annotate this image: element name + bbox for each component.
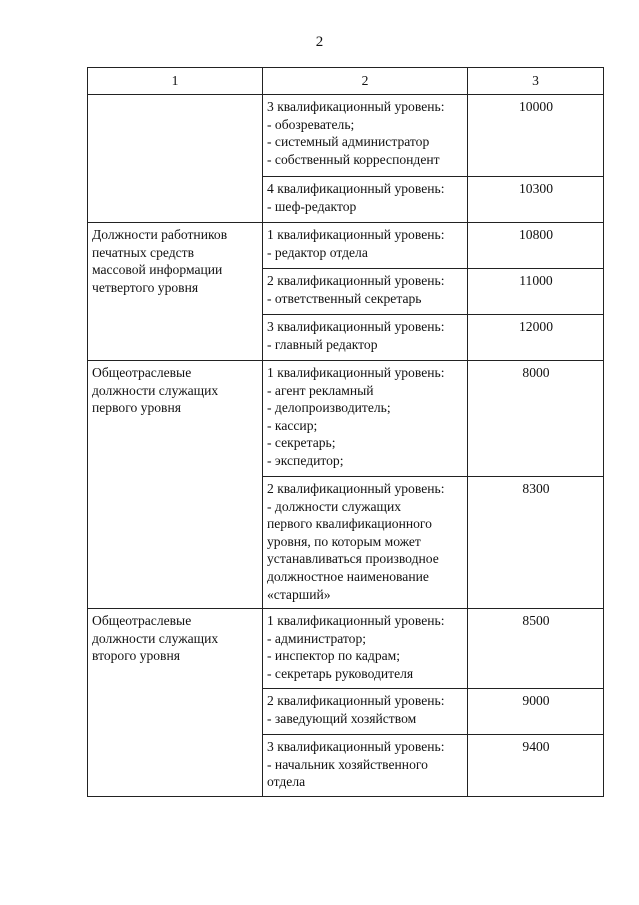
- group-name-line: второго уровня: [92, 648, 181, 664]
- qualification-line: - заведующий хозяйством: [267, 710, 417, 726]
- qualification-line: 1 квалификационный уровень:: [267, 365, 445, 380]
- qualification-line: устанавливаться производное: [267, 551, 439, 567]
- qualification-line: 2 квалификационный уровень:: [267, 693, 445, 708]
- salary-value: 10000: [468, 95, 604, 177]
- qualification-line: 2 квалификационный уровень:: [267, 273, 445, 288]
- qualification-line: 3 квалификационный уровень:: [267, 739, 445, 754]
- column-header-3: 3: [468, 68, 604, 95]
- group-name-line: массовой информации: [92, 262, 223, 278]
- salary-value: 11000: [468, 269, 604, 315]
- qualification-cell: [263, 95, 468, 177]
- qualification-line: «старший»: [267, 586, 331, 602]
- salary-value: 9000: [468, 689, 604, 735]
- salary-value: 8300: [468, 477, 604, 609]
- group-name-line: печатных средств: [92, 244, 195, 260]
- qualification-line: - начальник хозяйственного: [267, 756, 428, 772]
- qualification-line: - системный администратор: [267, 134, 430, 150]
- page-number: 2: [315, 34, 324, 50]
- qualification-line: - секретарь;: [267, 435, 336, 451]
- qualification-line: уровня, по которым может: [267, 533, 421, 549]
- salary-table: [87, 67, 604, 797]
- salary-value: 10300: [468, 177, 604, 223]
- qualification-line: 1 квалификационный уровень:: [267, 227, 445, 242]
- qualification-line: 4 квалификационный уровень:: [267, 181, 445, 196]
- qualification-line: - администратор;: [267, 630, 367, 646]
- group-name-line: Общеотраслевые: [92, 365, 192, 380]
- qualification-cell: [263, 361, 468, 477]
- group-name-line: должности служащих: [92, 630, 219, 646]
- qualification-line: - ответственный секретарь: [267, 290, 422, 306]
- qualification-line: - шеф-редактор: [267, 198, 357, 214]
- qualification-line: - агент рекламный: [267, 382, 374, 398]
- qualification-line: 2 квалификационный уровень:: [267, 481, 445, 496]
- qualification-cell: [263, 315, 468, 361]
- group-name-line: первого уровня: [92, 400, 181, 416]
- qualification-line: - редактор отдела: [267, 244, 368, 260]
- qualification-line: отдела: [267, 774, 306, 790]
- qualification-line: - должности служащих: [267, 498, 402, 514]
- qualification-line: 1 квалификационный уровень:: [267, 613, 445, 628]
- qualification-line: - обозреватель;: [267, 116, 355, 132]
- qualification-line: должностное наименование: [267, 568, 429, 584]
- qualification-line: - делопроизводитель;: [267, 400, 391, 416]
- qualification-line: 3 квалификационный уровень:: [267, 99, 445, 114]
- qualification-line: - главный редактор: [267, 336, 378, 352]
- group-name-line: должности служащих: [92, 382, 219, 398]
- qualification-cell: [263, 269, 468, 315]
- salary-value: 8500: [468, 609, 604, 689]
- qualification-line: - экспедитор;: [267, 452, 344, 468]
- qualification-cell: [263, 735, 468, 797]
- qualification-cell: [263, 689, 468, 735]
- table-row: [88, 609, 604, 689]
- salary-value: 9400: [468, 735, 604, 797]
- group-name-cell: [88, 361, 263, 609]
- qualification-cell: [263, 477, 468, 609]
- table-header-row: [88, 68, 604, 95]
- qualification-line: первого квалификационного: [267, 516, 432, 532]
- salary-value: 10800: [468, 223, 604, 269]
- group-name-line: Общеотраслевые: [92, 613, 192, 628]
- table-row: [88, 95, 604, 177]
- qualification-cell: [263, 177, 468, 223]
- group-name-cell: [88, 609, 263, 797]
- qualification-line: - кассир;: [267, 417, 318, 433]
- group-name-line: четвертого уровня: [92, 279, 199, 295]
- group-name-cell: [88, 95, 263, 223]
- qualification-line: 3 квалификационный уровень:: [267, 319, 445, 334]
- qualification-cell: [263, 609, 468, 689]
- salary-value: 12000: [468, 315, 604, 361]
- group-name-cell: [88, 223, 263, 361]
- salary-value: 8000: [468, 361, 604, 477]
- table-row: [88, 223, 604, 269]
- qualification-cell: [263, 223, 468, 269]
- table-row: [88, 361, 604, 477]
- column-header-1: 1: [88, 68, 263, 95]
- qualification-line: - собственный корреспондент: [267, 151, 440, 167]
- column-header-2: 2: [263, 68, 468, 95]
- qualification-line: - инспектор по кадрам;: [267, 648, 401, 664]
- group-name-line: Должности работников: [92, 227, 228, 242]
- qualification-line: - секретарь руководителя: [267, 665, 414, 681]
